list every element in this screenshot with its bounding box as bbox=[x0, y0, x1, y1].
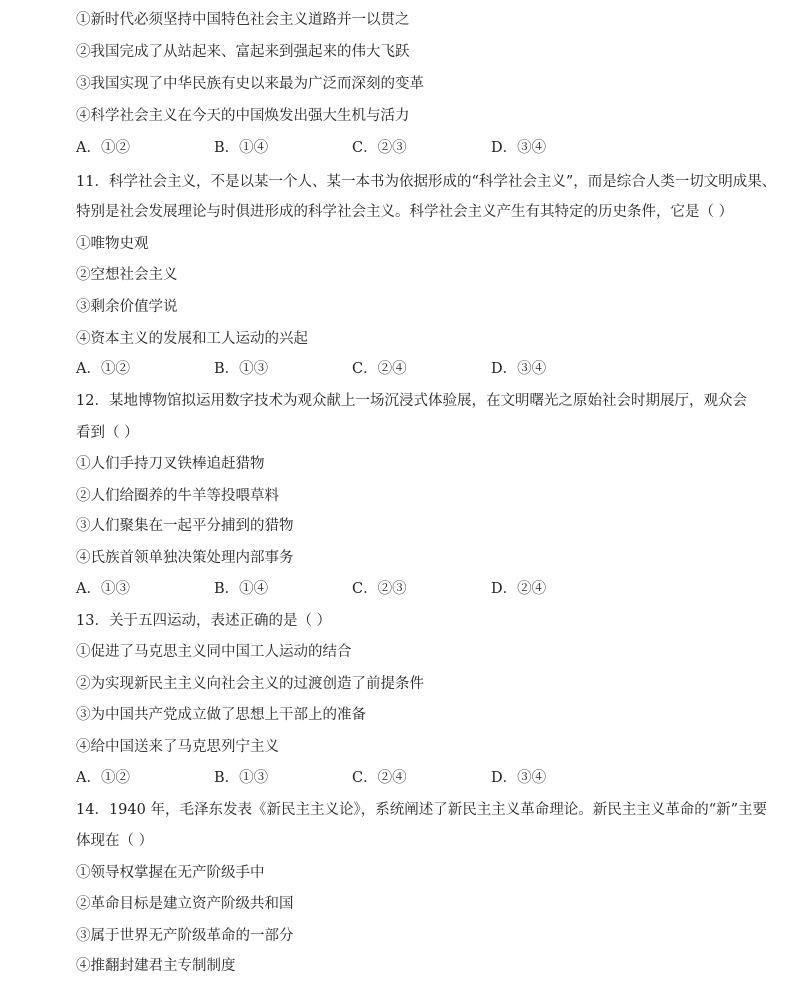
q11-option-a: A．①② bbox=[76, 361, 130, 377]
q11-statement: ①唯物史观 bbox=[76, 236, 149, 252]
q11-option-d: D．③④ bbox=[491, 361, 547, 377]
q12-statement: ①人们手持刀叉铁棒追赶猎物 bbox=[76, 456, 265, 472]
q13-option-d: D．③④ bbox=[491, 770, 547, 786]
q12-statement: ②人们给圈养的牛羊等投喂草料 bbox=[76, 488, 279, 504]
q10-option-c: C．②③ bbox=[352, 140, 407, 156]
q14-stem: 体现在（ ） bbox=[76, 833, 154, 849]
q12-statement: ④氏族首领单独决策处理内部事务 bbox=[76, 550, 294, 566]
q10-statement: ①新时代必须坚持中国特色社会主义道路并一以贯之 bbox=[76, 12, 410, 28]
q12-option-b: B．①④ bbox=[214, 581, 269, 597]
q13-option-a: A．①② bbox=[76, 770, 130, 786]
q12-option-c: C．②③ bbox=[352, 581, 407, 597]
q11-option-c: C．②④ bbox=[352, 361, 407, 377]
q14-statement: ①领导权掌握在无产阶级手中 bbox=[76, 865, 265, 881]
q11-stem: 11．科学社会主义，不是以某一个人、某一本书为依据形成的“科学社会主义”，而是综合人类一切文明成果、 bbox=[76, 174, 777, 190]
q12-stem: 看到（ ） bbox=[76, 425, 139, 441]
q14-statement: ②革命目标是建立资产阶级共和国 bbox=[76, 896, 294, 912]
q10-option-d: D．③④ bbox=[491, 140, 547, 156]
q12-option-d: D．②④ bbox=[491, 581, 547, 597]
q14-statement: ③属于世界无产阶级革命的一部分 bbox=[76, 928, 294, 944]
q13-option-c: C．②④ bbox=[352, 770, 407, 786]
q11-statement: ④资本主义的发展和工人运动的兴起 bbox=[76, 331, 308, 347]
q13-option-b: B．①③ bbox=[214, 770, 269, 786]
q12-option-a: A．①③ bbox=[76, 581, 130, 597]
q10-statement: ②我国完成了从站起来、富起来到强起来的伟大飞跃 bbox=[76, 44, 410, 60]
q13-statement: ①促进了马克思主义同中国工人运动的结合 bbox=[76, 644, 352, 660]
q10-statement: ④科学社会主义在今天的中国焕发出强大生机与活力 bbox=[76, 108, 410, 124]
q12-stem: 12．某地博物馆拟运用数字技术为观众献上一场沉浸式体验展，在文明曙光之原始社会时期展厅，观众会 bbox=[76, 393, 747, 409]
q11-stem: 特别是社会发展理论与时俱进形成的科学社会主义。科学社会主义产生有其特定的历史条件，它是（ ） bbox=[76, 204, 734, 220]
q10-option-a: A．①② bbox=[76, 140, 130, 156]
q13-statement: ②为实现新民主主义向社会主义的过渡创造了前提条件 bbox=[76, 676, 424, 692]
q10-statement: ③我国实现了中华民族有史以来最为广泛而深刻的变革 bbox=[76, 76, 424, 92]
q11-option-b: B．①③ bbox=[214, 361, 269, 377]
q13-stem: 13．关于五四运动，表述正确的是（ ） bbox=[76, 613, 332, 629]
q14-stem: 14．1940 年，毛泽东发表《新民主主义论》，系统阐述了新民主主义革命理论。新民主主义革命的“新”主要 bbox=[76, 802, 768, 818]
q12-statement: ③人们聚集在一起平分捕到的猎物 bbox=[76, 518, 294, 534]
q11-statement: ②空想社会主义 bbox=[76, 267, 178, 283]
q13-statement: ③为中国共产党成立做了思想上干部上的准备 bbox=[76, 707, 366, 723]
q11-statement: ③剩余价值学说 bbox=[76, 299, 178, 315]
q13-statement: ④给中国送来了马克思列宁主义 bbox=[76, 739, 279, 755]
q14-statement: ④推翻封建君主专制制度 bbox=[76, 958, 236, 974]
q10-option-b: B．①④ bbox=[214, 140, 269, 156]
